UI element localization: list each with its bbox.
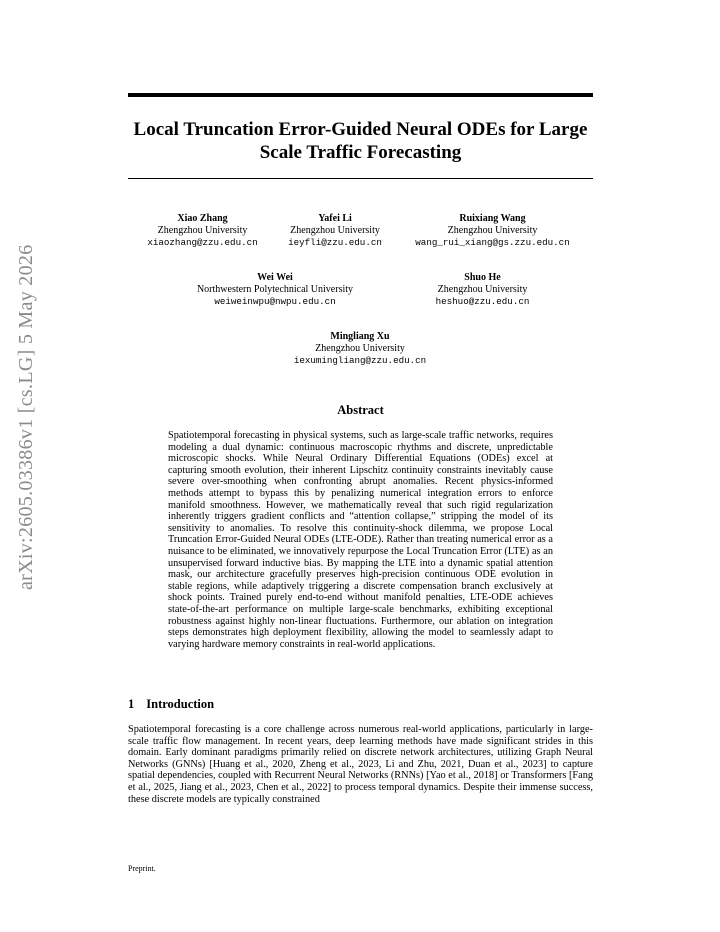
author-block bbox=[140, 213, 265, 249]
author-name: Yafei Li bbox=[318, 213, 352, 224]
author-name: Wei Wei bbox=[257, 272, 293, 283]
author-block bbox=[280, 331, 440, 367]
title-rule-top bbox=[128, 93, 593, 97]
author-affiliation: Zhengzhou University bbox=[315, 343, 405, 354]
author-email: iexumingliang@zzu.edu.cn bbox=[293, 355, 427, 366]
author-affiliation: Zhengzhou University bbox=[447, 225, 538, 236]
author-affiliation: Zhengzhou University bbox=[157, 225, 248, 236]
author-block bbox=[420, 272, 545, 308]
author-name: Ruixiang Wang bbox=[459, 213, 526, 224]
author-block bbox=[270, 213, 400, 249]
author-email: ieyfli@zzu.edu.cn bbox=[288, 237, 382, 248]
author-affiliation: Northwestern Polytechnical University bbox=[196, 284, 354, 295]
title-rule-bottom bbox=[128, 178, 593, 179]
author-email: weiweinwpu@nwpu.edu.cn bbox=[214, 296, 336, 307]
author-name: Xiao Zhang bbox=[177, 213, 228, 224]
author-name: Mingliang Xu bbox=[330, 331, 390, 342]
author-name: Shuo He bbox=[464, 272, 501, 283]
author-block bbox=[175, 272, 375, 308]
section-title: Introduction bbox=[146, 697, 215, 711]
section-text: Spatiotemporal forecasting is a core challenge across numerous real-world applications, particularly in large-scale traffic flow management. In recent years, deep learning methods have made significant strides in this domain. Early dominant paradigms primarily relied on discrete network architectures, utilizing Graph Neural Networks (GNNs) [Huang et al., 2020, Zheng et al., 2023, Li and Zhu, 2021, Duan et al., 2023] to capture spatial dependencies, coupled with Recurrent Neural Networks (RNNs) [Yao et al., 2018] or Transformers [Fang et al., 2025, Jiang et al., 2023, Chen et al., 2022] to process temporal dynamics. Despite their immense success, these discrete models are typically constrained bbox=[128, 724, 593, 805]
author-block bbox=[405, 213, 580, 249]
author-affiliation: Zhengzhou University bbox=[290, 225, 380, 236]
section-heading bbox=[128, 697, 214, 712]
author-affiliation: Zhengzhou University bbox=[437, 284, 528, 295]
author-email: heshuo@zzu.edu.cn bbox=[435, 296, 530, 307]
abstract-text: Spatiotemporal forecasting in physical systems, such as large-scale traffic networks, requires modeling a dual dynamic: continuous macroscopic rhythms and discrete, unpredictable microscopic shocks. While Neural Ordinary Differential Equations (ODEs) excel at capturing smooth evolution, their inherent Lipschitz continuity constraints inevitably cause severe over-smoothing when confronting abrupt anomalies. Recent physics-informed methods attempt to bypass this by penalizing numerical integration errors to enforce manifold smoothness. However, we mathematically reveal that such rigid regularization inherently triggers gradient conflicts and “attention collapse,” stripping the model of its sensitivity to anomalies. To resolve this continuity-shock dilemma, we propose Local Truncation Error-Guided Neural ODEs (LTE-ODE). Rather than treating numerical error as a nuisance to be eliminated, we innovatively repurpose the Local Truncation Error (LTE) as an unsupervised forward inductive bias. By mapping the LTE into a dynamic spatial attention mask, our architecture gracefully preserves high-precision continuous ODE evolution in stable regions, while adaptively triggering a discrete compensation branch exclusively at shock points. Trained purely end-to-end without manifold penalties, LTE-ODE achieves state-of-the-art performance on multiple large-scale benchmarks, exhibiting exceptional robustness against highly non-linear fluctuations. Furthermore, our ablation on integration steps demonstrates high deployment flexibility, allowing the model to seamlessly adapt to varying hardware memory constraints in real-world applications. bbox=[168, 430, 553, 650]
author-email: wang_rui_xiang@gs.zzu.edu.cn bbox=[415, 237, 570, 248]
author-email: xiaozhang@zzu.edu.cn bbox=[147, 237, 258, 248]
paper-title: Local Truncation Error-Guided Neural ODEs for Large Scale Traffic Forecasting bbox=[133, 119, 588, 163]
abstract-heading: Abstract bbox=[337, 403, 384, 417]
section-number: 1 bbox=[128, 697, 135, 711]
arxiv-identifier: arXiv:2605.03386v1 [cs.LG] 5 May 2026 bbox=[15, 244, 37, 590]
footer-note: Preprint. bbox=[128, 864, 156, 873]
